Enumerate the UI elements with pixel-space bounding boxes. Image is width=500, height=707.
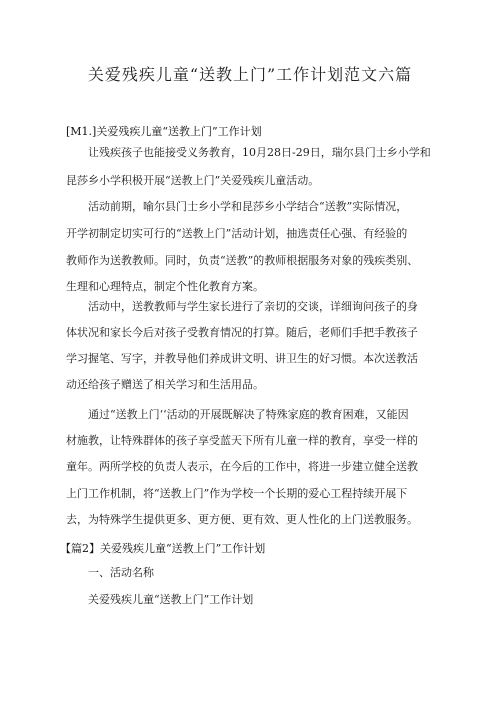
paragraph-3-line-4: 动还给孩子赠送了相关学习和生活用品。	[66, 378, 264, 391]
paragraph-4-line-2: 材施教，让特殊群体的孩子享受蓝天下所有儿童一样的教育，享受一样的	[66, 434, 418, 447]
paragraph-1-line-1: 让残疾孩子也能接受义务教育，10月28日-29日，瑞尔县门士乡小学和	[88, 146, 431, 159]
paragraph-1-line-2: 昆莎乡小学积极开展“送教上门”关爱残疾儿童活动。	[66, 174, 320, 187]
section-1-heading: [M1.]关爱残疾儿童“送教上门”工作计划	[66, 125, 262, 138]
paragraph-2-line-1: 活动前期，喻尔县门士乡小学和昆莎乡小学结合“送教”实际情况，	[88, 200, 408, 213]
paragraph-3-line-2: 体状况和家长今后对孩子受教育情况的打算。随后，老师们手把手教孩子	[66, 326, 418, 339]
paragraph-2-line-3: 教师作为送教教师。同时，负责“送教”的教师根据服务对象的残疾类别、	[66, 254, 419, 267]
paragraph-4-line-4: 上门工作机制，将“送教上门”作为学校一个长期的爱心工程持续开展下	[66, 487, 408, 500]
paragraph-4-line-3: 童年。两所学校的负责人表示，在今后的工作中，将进一步建立健全送教	[66, 460, 418, 473]
paragraph-3-line-1: 活动中，送教教师与学生家长进行了亲切的交谈，详细询问孩子的身	[88, 300, 418, 313]
section-2-heading: 【篇2】关爱残疾儿童“送教上门”工作计划	[60, 542, 266, 555]
section-2-text: 关爱残疾儿童“送教上门”工作计划	[88, 593, 254, 606]
paragraph-4-line-1: 通过“送教上门‘‘活动的开展既解决了特殊家庭的教育困难，又能因	[88, 408, 409, 421]
section-2-subheading: 一、活动名称	[88, 566, 154, 579]
paragraph-2-line-2: 开学初制定切实可行的“送教上门”活动计划，抽选责任心强、有经验的	[66, 227, 408, 240]
paragraph-4-line-5: 去，为特殊学生提供更多、更方便、更有效、更人性化的上门送教服务。	[66, 513, 418, 526]
paragraph-3-line-3: 学习握笔、写字，并教导他们养成讲文明、讲卫生的好习惯。本次送教活	[66, 352, 418, 365]
page-title: 关爱残疾儿童“送教上门”工作计划范文六篇	[87, 65, 413, 84]
paragraph-2-line-4: 生理和心理特点，制定个性化教育方案。	[66, 280, 264, 293]
